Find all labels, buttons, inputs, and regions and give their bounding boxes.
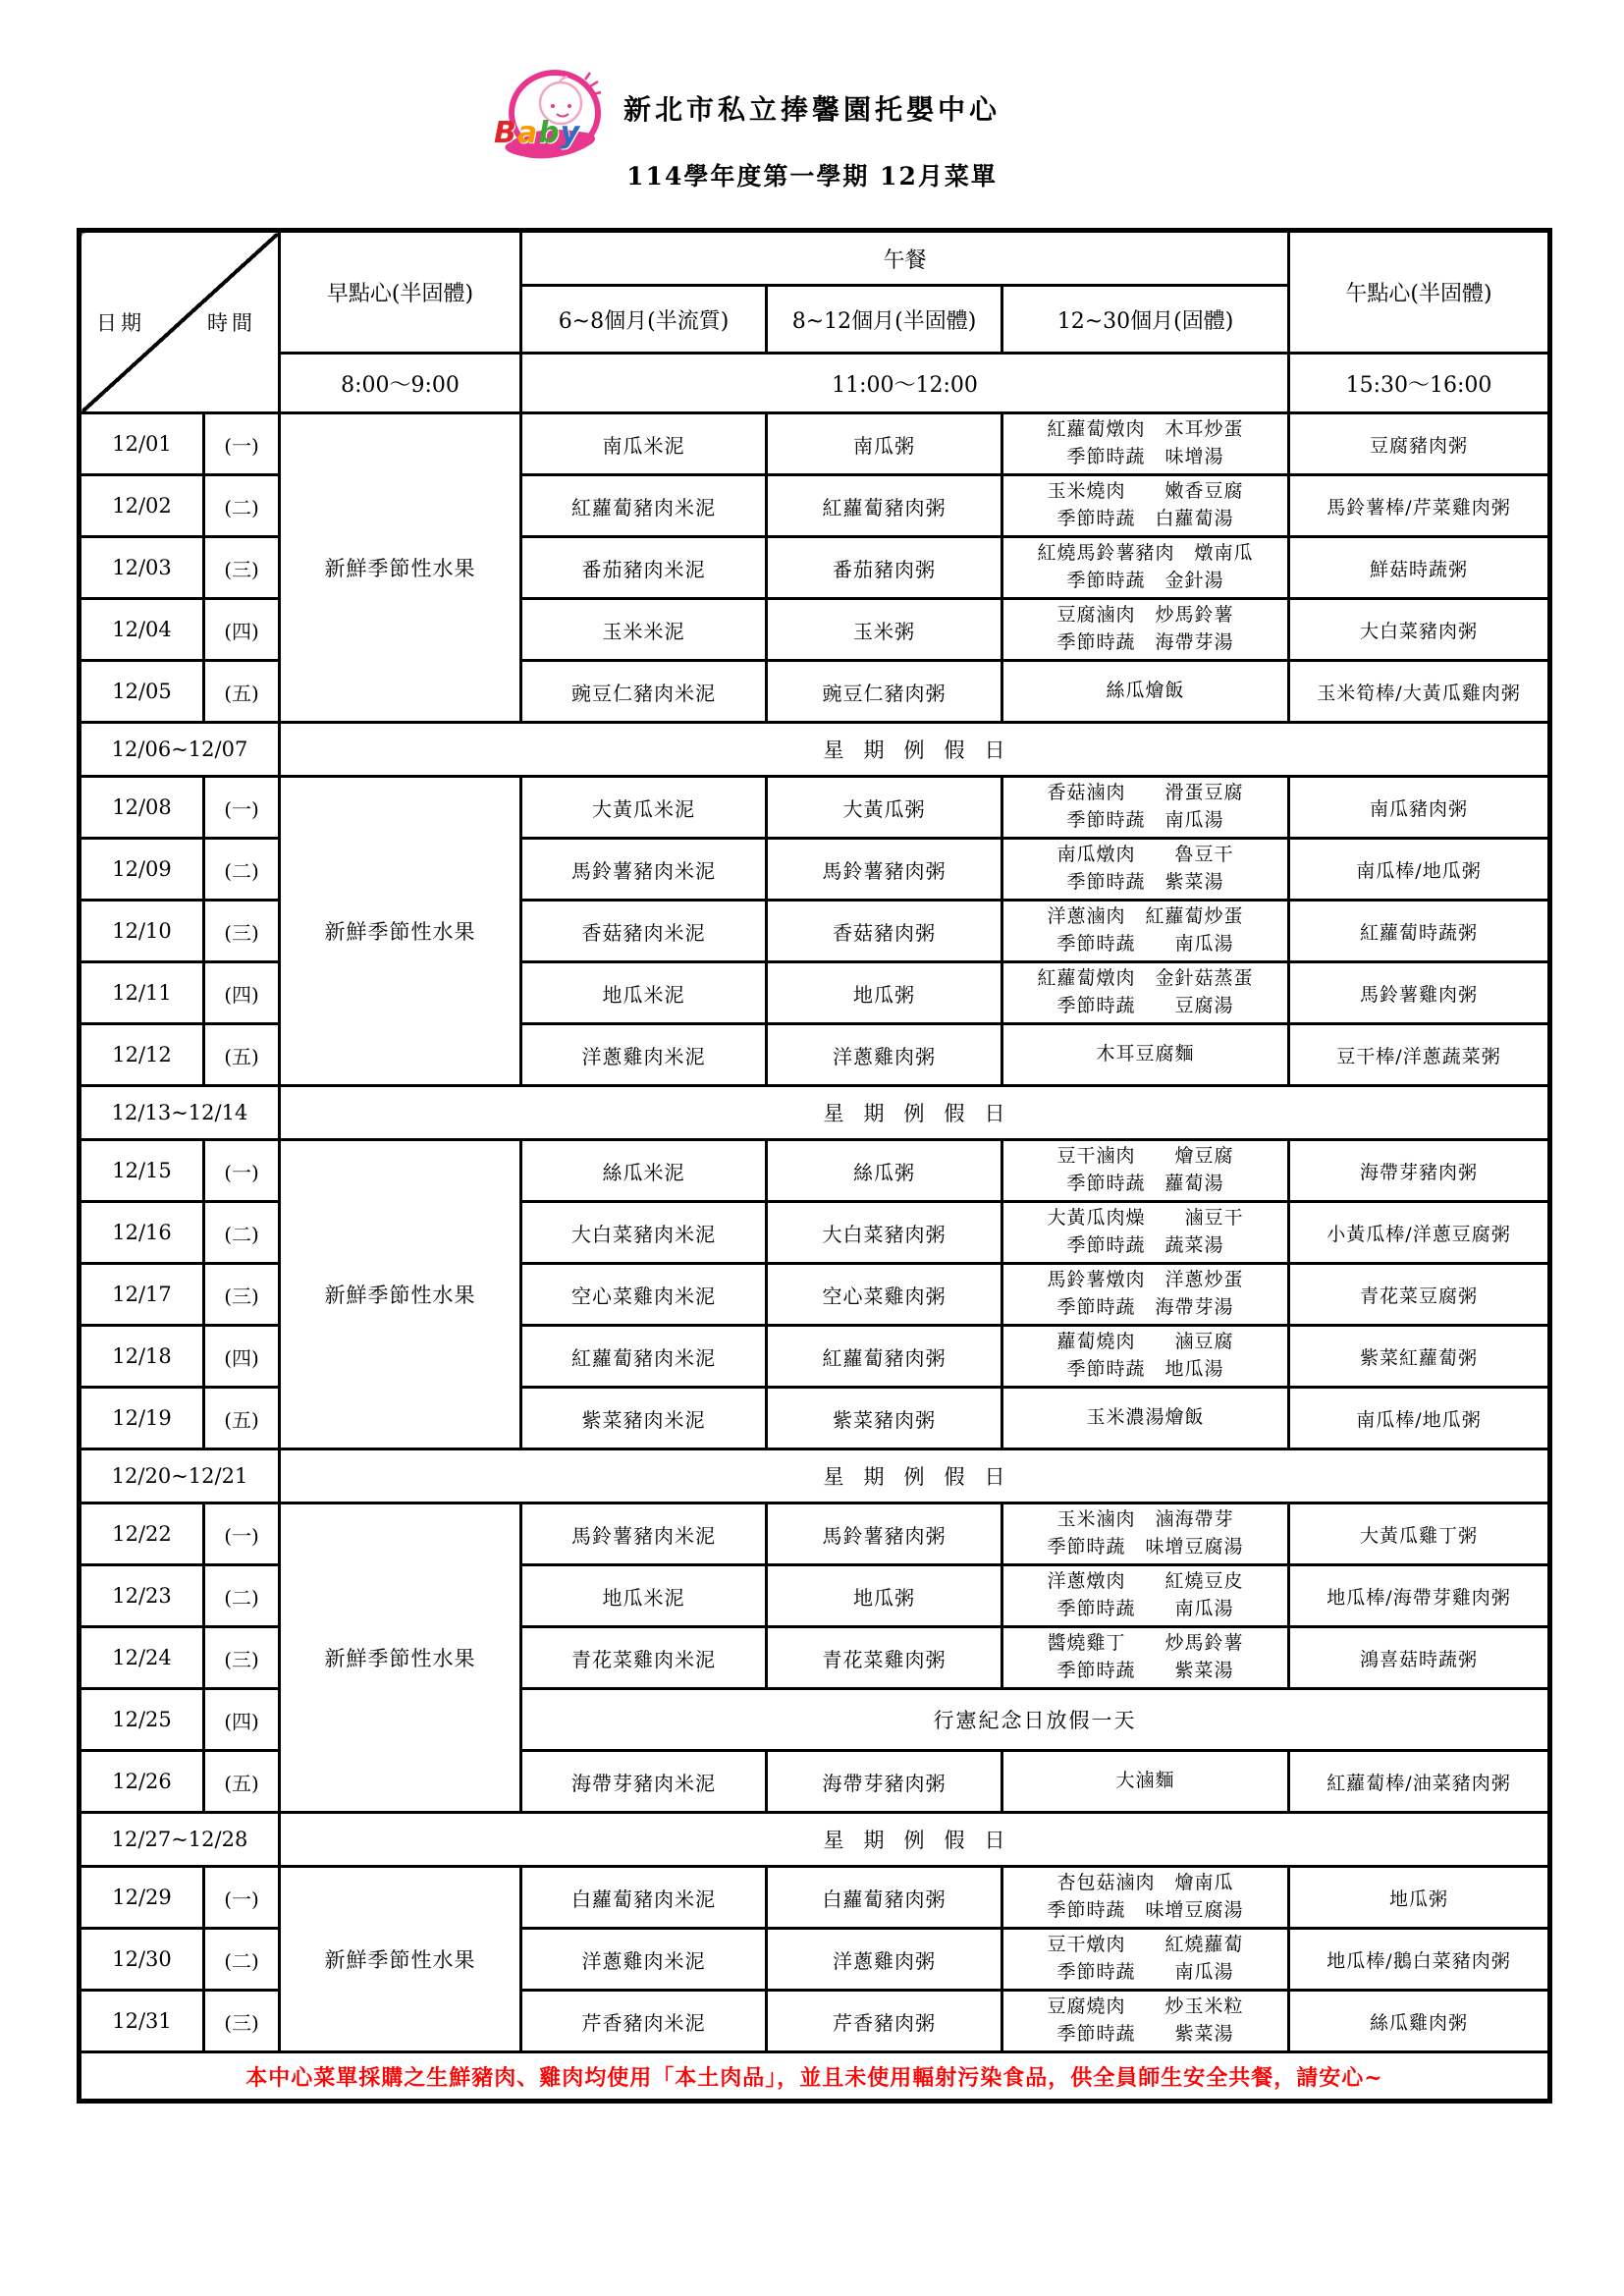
afternoon-snack-cell: 大白菜豬肉粥 bbox=[1289, 599, 1550, 661]
weekend-label-cell: 星期例假日 bbox=[280, 1813, 1550, 1867]
date-cell: 12/25 bbox=[80, 1689, 204, 1751]
afternoon-snack-cell: 玉米筍棒/大黃瓜雞肉粥 bbox=[1289, 661, 1550, 723]
date-cell: 12/19 bbox=[80, 1388, 204, 1449]
lunch-dish-line: 季節時蔬 味增豆腐湯 bbox=[1047, 1899, 1244, 1921]
lunch-dish-line: 洋蔥滷肉 紅蘿蔔炒蛋 bbox=[1047, 905, 1244, 928]
afternoon-snack-header: 午點心(半固體) bbox=[1289, 231, 1550, 354]
morning-snack-cell: 新鮮季節性水果 bbox=[280, 777, 521, 1086]
lunch-subheader-6-8: 6~8個月(半流質) bbox=[521, 286, 767, 354]
lunch-dish-line: 香菇滷肉 滑蛋豆腐 bbox=[1047, 782, 1244, 804]
lunch-8-12-cell: 馬鈴薯豬肉粥 bbox=[767, 839, 1002, 901]
note-row bbox=[80, 2052, 1550, 2102]
lunch-dish-line: 季節時蔬 蔬菜湯 bbox=[1066, 1234, 1224, 1256]
lunch-dish-line: 紅燒馬鈴薯豬肉 燉南瓜 bbox=[1037, 542, 1254, 565]
lunch-8-12-cell: 豌豆仁豬肉粥 bbox=[767, 661, 1002, 723]
lunch-12-30-cell bbox=[1002, 1565, 1289, 1627]
day-row bbox=[80, 413, 1550, 475]
lunch-subheader-8-12: 8~12個月(半固體) bbox=[767, 286, 1002, 354]
lunch-8-12-cell: 紫菜豬肉粥 bbox=[767, 1388, 1002, 1449]
lunch-dish-line: 季節時蔬 南瓜湯 bbox=[1066, 809, 1224, 831]
weekend-date-cell: 12/27~12/28 bbox=[80, 1813, 280, 1867]
lunch-12-30-cell bbox=[1002, 537, 1289, 599]
afternoon-snack-cell: 南瓜豬肉粥 bbox=[1289, 777, 1550, 839]
lunch-8-12-cell: 洋蔥雞肉粥 bbox=[767, 1929, 1002, 1991]
lunch-6-8-cell: 空心菜雞肉米泥 bbox=[521, 1264, 767, 1326]
weekday-cell: (三) bbox=[204, 537, 280, 599]
lunch-dish-line: 季節時蔬 海帶芽湯 bbox=[1056, 631, 1234, 653]
lunch-12-30-cell bbox=[1002, 1929, 1289, 1991]
morning-time: 8:00～9:00 bbox=[280, 354, 521, 413]
weekday-cell: (一) bbox=[204, 1503, 280, 1565]
lunch-8-12-cell: 白蘿蔔豬肉粥 bbox=[767, 1867, 1002, 1929]
corner-date-label: 日期 bbox=[96, 311, 145, 335]
lunch-12-30-cell bbox=[1002, 475, 1289, 537]
weekday-cell: (四) bbox=[204, 1326, 280, 1388]
weekday-cell: (五) bbox=[204, 661, 280, 723]
lunch-time: 11:00～12:00 bbox=[521, 354, 1289, 413]
lunch-dish-line: 玉米濃湯燴飯 bbox=[1086, 1406, 1205, 1429]
date-cell: 12/26 bbox=[80, 1751, 204, 1813]
lunch-6-8-cell: 地瓜米泥 bbox=[521, 1565, 767, 1627]
lunch-12-30-cell bbox=[1002, 1751, 1289, 1813]
header-row-lunch bbox=[80, 231, 1550, 286]
weekday-cell: (四) bbox=[204, 599, 280, 661]
lunch-6-8-cell: 地瓜米泥 bbox=[521, 962, 767, 1024]
afternoon-snack-cell: 鮮菇時蔬粥 bbox=[1289, 537, 1550, 599]
weekday-cell: (一) bbox=[204, 413, 280, 475]
lunch-dish-line: 季節時蔬 南瓜湯 bbox=[1056, 1598, 1234, 1619]
day-row bbox=[80, 1867, 1550, 1929]
lunch-12-30-cell bbox=[1002, 962, 1289, 1024]
lunch-6-8-cell: 紫菜豬肉米泥 bbox=[521, 1388, 767, 1449]
weekday-cell: (二) bbox=[204, 1565, 280, 1627]
date-cell: 12/18 bbox=[80, 1326, 204, 1388]
lunch-12-30-cell bbox=[1002, 1503, 1289, 1565]
weekday-cell: (二) bbox=[204, 1202, 280, 1264]
lunch-12-30-cell bbox=[1002, 1388, 1289, 1449]
weekend-row bbox=[80, 1813, 1550, 1867]
lunch-dish-line: 絲瓜燴飯 bbox=[1106, 680, 1185, 702]
weekend-row bbox=[80, 1449, 1550, 1503]
weekday-cell: (一) bbox=[204, 1140, 280, 1202]
lunch-dish-line: 洋蔥燉肉 紅燒豆皮 bbox=[1047, 1570, 1244, 1593]
lunch-6-8-cell: 大白菜豬肉米泥 bbox=[521, 1202, 767, 1264]
date-cell: 12/01 bbox=[80, 413, 204, 475]
weekend-row bbox=[80, 723, 1550, 777]
lunch-6-8-cell: 絲瓜米泥 bbox=[521, 1140, 767, 1202]
lunch-dish-line: 季節時蔬 豆腐湯 bbox=[1056, 995, 1234, 1016]
lunch-dish-line: 豆腐燒肉 炒玉米粒 bbox=[1047, 1995, 1244, 2018]
lunch-6-8-cell: 洋蔥雞肉米泥 bbox=[521, 1929, 767, 1991]
afternoon-snack-cell: 地瓜棒/海帶芽雞肉粥 bbox=[1289, 1565, 1550, 1627]
date-cell: 12/30 bbox=[80, 1929, 204, 1991]
afternoon-snack-cell: 地瓜粥 bbox=[1289, 1867, 1550, 1929]
logo-letter: y bbox=[560, 116, 581, 150]
lunch-6-8-cell: 白蘿蔔豬肉米泥 bbox=[521, 1867, 767, 1929]
lunch-12-30-cell bbox=[1002, 1264, 1289, 1326]
afternoon-snack-cell: 絲瓜雞肉粥 bbox=[1289, 1991, 1550, 2052]
lunch-8-12-cell: 大白菜豬肉粥 bbox=[767, 1202, 1002, 1264]
date-cell: 12/29 bbox=[80, 1867, 204, 1929]
lunch-8-12-cell: 芹香豬肉粥 bbox=[767, 1991, 1002, 2052]
lunch-dish-line: 馬鈴薯燉肉 洋蔥炒蛋 bbox=[1047, 1269, 1244, 1291]
weekend-date-cell: 12/20~12/21 bbox=[80, 1449, 280, 1503]
weekend-date-cell: 12/06~12/07 bbox=[80, 723, 280, 777]
lunch-12-30-cell bbox=[1002, 1202, 1289, 1264]
logo-letter: a bbox=[516, 116, 539, 150]
weekend-label-cell: 星期例假日 bbox=[280, 723, 1550, 777]
afternoon-snack-cell: 豆腐豬肉粥 bbox=[1289, 413, 1550, 475]
page-title: 新北市私立捧馨園托嬰中心 bbox=[623, 93, 1001, 126]
lunch-dish-line: 季節時蔬 南瓜湯 bbox=[1056, 1961, 1234, 1983]
lunch-6-8-cell: 番茄豬肉米泥 bbox=[521, 537, 767, 599]
date-cell: 12/31 bbox=[80, 1991, 204, 2052]
footer-note-cell: 本中心菜單採購之生鮮豬肉、雞肉均使用「本土肉品」，並且未使用輻射污染食品，供全員師生安全共餐，請安心~ bbox=[80, 2052, 1550, 2102]
morning-snack-cell: 新鮮季節性水果 bbox=[280, 1867, 521, 2052]
lunch-dish-line: 季節時蔬 地瓜湯 bbox=[1066, 1358, 1224, 1380]
lunch-12-30-cell bbox=[1002, 1627, 1289, 1689]
afternoon-snack-cell: 地瓜棒/鵝白菜豬肉粥 bbox=[1289, 1929, 1550, 1991]
holiday-cell: 行憲紀念日放假一天 bbox=[521, 1689, 1550, 1751]
lunch-dish-line: 大黃瓜肉燥 滷豆干 bbox=[1047, 1207, 1244, 1230]
weekday-cell: (五) bbox=[204, 1388, 280, 1449]
afternoon-snack-cell: 馬鈴薯雞肉粥 bbox=[1289, 962, 1550, 1024]
lunch-12-30-cell bbox=[1002, 777, 1289, 839]
weekday-cell: (五) bbox=[204, 1024, 280, 1086]
logo-letter: b bbox=[538, 116, 561, 150]
date-cell: 12/05 bbox=[80, 661, 204, 723]
morning-snack-cell: 新鮮季節性水果 bbox=[280, 1140, 521, 1449]
afternoon-snack-cell: 紅蘿蔔時蔬粥 bbox=[1289, 901, 1550, 962]
lunch-8-12-cell: 空心菜雞肉粥 bbox=[767, 1264, 1002, 1326]
lunch-dish-line: 季節時蔬 味增湯 bbox=[1066, 446, 1224, 467]
lunch-dish-line: 季節時蔬 白蘿蔔湯 bbox=[1056, 508, 1234, 529]
lunch-8-12-cell: 南瓜粥 bbox=[767, 413, 1002, 475]
day-row bbox=[80, 777, 1550, 839]
lunch-6-8-cell: 洋蔥雞肉米泥 bbox=[521, 1024, 767, 1086]
lunch-8-12-cell: 大黃瓜粥 bbox=[767, 777, 1002, 839]
weekend-row bbox=[80, 1086, 1550, 1140]
afternoon-snack-cell: 海帶芽豬肉粥 bbox=[1289, 1140, 1550, 1202]
lunch-8-12-cell: 地瓜粥 bbox=[767, 962, 1002, 1024]
weekday-cell: (二) bbox=[204, 1929, 280, 1991]
lunch-dish-line: 季節時蔬 紫菜湯 bbox=[1066, 871, 1224, 893]
lunch-6-8-cell: 青花菜雞肉米泥 bbox=[521, 1627, 767, 1689]
corner-cell bbox=[80, 231, 280, 413]
lunch-dish-line: 玉米滷肉 滷海帶芽 bbox=[1056, 1508, 1234, 1531]
lunch-dish-line: 季節時蔬 紫菜湯 bbox=[1056, 2023, 1234, 2045]
lunch-dish-line: 蘿蔔燒肉 滷豆腐 bbox=[1056, 1331, 1234, 1353]
lunch-12-30-cell bbox=[1002, 1024, 1289, 1086]
date-cell: 12/24 bbox=[80, 1627, 204, 1689]
menu-table bbox=[77, 228, 1552, 2104]
lunch-dish-line: 醬燒雞丁 炒馬鈴薯 bbox=[1047, 1632, 1244, 1655]
weekday-cell: (一) bbox=[204, 1867, 280, 1929]
lunch-8-12-cell: 玉米粥 bbox=[767, 599, 1002, 661]
lunch-6-8-cell: 香菇豬肉米泥 bbox=[521, 901, 767, 962]
menu-body bbox=[80, 413, 1550, 2102]
lunch-dish-line: 紅蘿蔔燉肉 木耳炒蛋 bbox=[1047, 418, 1244, 441]
weekday-cell: (三) bbox=[204, 1264, 280, 1326]
lunch-dish-line: 木耳豆腐麵 bbox=[1096, 1043, 1195, 1066]
afternoon-snack-cell: 紫菜紅蘿蔔粥 bbox=[1289, 1326, 1550, 1388]
lunch-12-30-cell bbox=[1002, 661, 1289, 723]
date-cell: 12/23 bbox=[80, 1565, 204, 1627]
lunch-6-8-cell: 南瓜米泥 bbox=[521, 413, 767, 475]
date-cell: 12/16 bbox=[80, 1202, 204, 1264]
lunch-dish-line: 豆干燉肉 紅燒蘿蔔 bbox=[1047, 1934, 1244, 1956]
weekend-date-cell: 12/13~12/14 bbox=[80, 1086, 280, 1140]
lunch-dish-line: 季節時蔬 南瓜湯 bbox=[1056, 933, 1234, 955]
lunch-6-8-cell: 大黃瓜米泥 bbox=[521, 777, 767, 839]
lunch-8-12-cell: 地瓜粥 bbox=[767, 1565, 1002, 1627]
lunch-12-30-cell bbox=[1002, 1140, 1289, 1202]
afternoon-snack-cell: 青花菜豆腐粥 bbox=[1289, 1264, 1550, 1326]
lunch-8-12-cell: 絲瓜粥 bbox=[767, 1140, 1002, 1202]
lunch-dish-line: 季節時蔬 紫菜湯 bbox=[1056, 1660, 1234, 1681]
lunch-dish-line: 季節時蔬 味增豆腐湯 bbox=[1047, 1536, 1244, 1558]
date-cell: 12/15 bbox=[80, 1140, 204, 1202]
weekday-cell: (三) bbox=[204, 1991, 280, 2052]
lunch-6-8-cell: 紅蘿蔔豬肉米泥 bbox=[521, 475, 767, 537]
lunch-12-30-cell bbox=[1002, 1991, 1289, 2052]
afternoon-snack-cell: 大黃瓜雞丁粥 bbox=[1289, 1503, 1550, 1565]
lunch-dish-line: 季節時蔬 金針湯 bbox=[1066, 570, 1224, 591]
date-cell: 12/03 bbox=[80, 537, 204, 599]
afternoon-snack-cell: 紅蘿蔔棒/油菜豬肉粥 bbox=[1289, 1751, 1550, 1813]
lunch-8-12-cell: 香菇豬肉粥 bbox=[767, 901, 1002, 962]
afternoon-snack-cell: 豆干棒/洋蔥蔬菜粥 bbox=[1289, 1024, 1550, 1086]
lunch-12-30-cell bbox=[1002, 1326, 1289, 1388]
lunch-6-8-cell: 豌豆仁豬肉米泥 bbox=[521, 661, 767, 723]
lunch-header: 午餐 bbox=[521, 231, 1289, 286]
corner-time-label: 時間 bbox=[207, 311, 256, 335]
weekend-label-cell: 星期例假日 bbox=[280, 1086, 1550, 1140]
date-cell: 12/22 bbox=[80, 1503, 204, 1565]
morning-snack-cell: 新鮮季節性水果 bbox=[280, 1503, 521, 1813]
lunch-dish-line: 大滷麵 bbox=[1115, 1770, 1175, 1792]
date-cell: 12/17 bbox=[80, 1264, 204, 1326]
day-row bbox=[80, 1140, 1550, 1202]
weekday-cell: (二) bbox=[204, 839, 280, 901]
lunch-8-12-cell: 青花菜雞肉粥 bbox=[767, 1627, 1002, 1689]
weekday-cell: (二) bbox=[204, 475, 280, 537]
weekday-cell: (四) bbox=[204, 962, 280, 1024]
lunch-6-8-cell: 海帶芽豬肉米泥 bbox=[521, 1751, 767, 1813]
lunch-dish-line: 玉米燒肉 嫩香豆腐 bbox=[1047, 480, 1244, 503]
lunch-6-8-cell: 紅蘿蔔豬肉米泥 bbox=[521, 1326, 767, 1388]
afternoon-snack-cell: 南瓜棒/地瓜粥 bbox=[1289, 1388, 1550, 1449]
lunch-12-30-cell bbox=[1002, 413, 1289, 475]
lunch-12-30-cell bbox=[1002, 839, 1289, 901]
weekday-cell: (三) bbox=[204, 1627, 280, 1689]
lunch-dish-line: 季節時蔬 海帶芽湯 bbox=[1056, 1296, 1234, 1318]
lunch-8-12-cell: 紅蘿蔔豬肉粥 bbox=[767, 1326, 1002, 1388]
day-row bbox=[80, 1503, 1550, 1565]
lunch-dish-line: 季節時蔬 蘿蔔湯 bbox=[1066, 1173, 1224, 1194]
lunch-6-8-cell: 馬鈴薯豬肉米泥 bbox=[521, 839, 767, 901]
date-cell: 12/10 bbox=[80, 901, 204, 962]
afternoon-time: 15:30～16:00 bbox=[1289, 354, 1550, 413]
lunch-8-12-cell: 馬鈴薯豬肉粥 bbox=[767, 1503, 1002, 1565]
date-cell: 12/02 bbox=[80, 475, 204, 537]
date-cell: 12/11 bbox=[80, 962, 204, 1024]
lunch-dish-line: 豆干滷肉 燴豆腐 bbox=[1056, 1145, 1234, 1168]
afternoon-snack-cell: 南瓜棒/地瓜粥 bbox=[1289, 839, 1550, 901]
lunch-12-30-cell bbox=[1002, 1867, 1289, 1929]
weekday-cell: (五) bbox=[204, 1751, 280, 1813]
logo-letter: B bbox=[494, 116, 517, 150]
date-cell: 12/04 bbox=[80, 599, 204, 661]
lunch-6-8-cell: 玉米米泥 bbox=[521, 599, 767, 661]
date-cell: 12/09 bbox=[80, 839, 204, 901]
weekday-cell: (三) bbox=[204, 901, 280, 962]
lunch-dish-line: 豆腐滷肉 炒馬鈴薯 bbox=[1056, 604, 1234, 627]
page-subtitle: 114學年度第一學期 12月菜單 bbox=[626, 162, 998, 191]
header-row-times bbox=[80, 354, 1550, 413]
afternoon-snack-cell: 馬鈴薯棒/芹菜雞肉粥 bbox=[1289, 475, 1550, 537]
afternoon-snack-cell: 小黃瓜棒/洋蔥豆腐粥 bbox=[1289, 1202, 1550, 1264]
lunch-8-12-cell: 海帶芽豬肉粥 bbox=[767, 1751, 1002, 1813]
weekday-cell: (四) bbox=[204, 1689, 280, 1751]
weekend-label-cell: 星期例假日 bbox=[280, 1449, 1550, 1503]
date-cell: 12/12 bbox=[80, 1024, 204, 1086]
lunch-dish-line: 南瓜燉肉 魯豆干 bbox=[1056, 844, 1234, 866]
weekday-cell: (一) bbox=[204, 777, 280, 839]
lunch-8-12-cell: 洋蔥雞肉粥 bbox=[767, 1024, 1002, 1086]
lunch-dish-line: 紅蘿蔔燉肉 金針菇蒸蛋 bbox=[1037, 967, 1254, 990]
morning-snack-cell: 新鮮季節性水果 bbox=[280, 413, 521, 723]
lunch-6-8-cell: 芹香豬肉米泥 bbox=[521, 1991, 767, 2052]
afternoon-snack-cell: 鴻喜菇時蔬粥 bbox=[1289, 1627, 1550, 1689]
lunch-8-12-cell: 紅蘿蔔豬肉粥 bbox=[767, 475, 1002, 537]
lunch-12-30-cell bbox=[1002, 599, 1289, 661]
lunch-12-30-cell bbox=[1002, 901, 1289, 962]
morning-snack-header: 早點心(半固體) bbox=[280, 231, 521, 354]
lunch-dish-line: 杏包菇滷肉 燴南瓜 bbox=[1056, 1872, 1234, 1894]
date-cell: 12/08 bbox=[80, 777, 204, 839]
lunch-subheader-12-30: 12~30個月(固體) bbox=[1002, 286, 1289, 354]
lunch-8-12-cell: 番茄豬肉粥 bbox=[767, 537, 1002, 599]
lunch-6-8-cell: 馬鈴薯豬肉米泥 bbox=[521, 1503, 767, 1565]
